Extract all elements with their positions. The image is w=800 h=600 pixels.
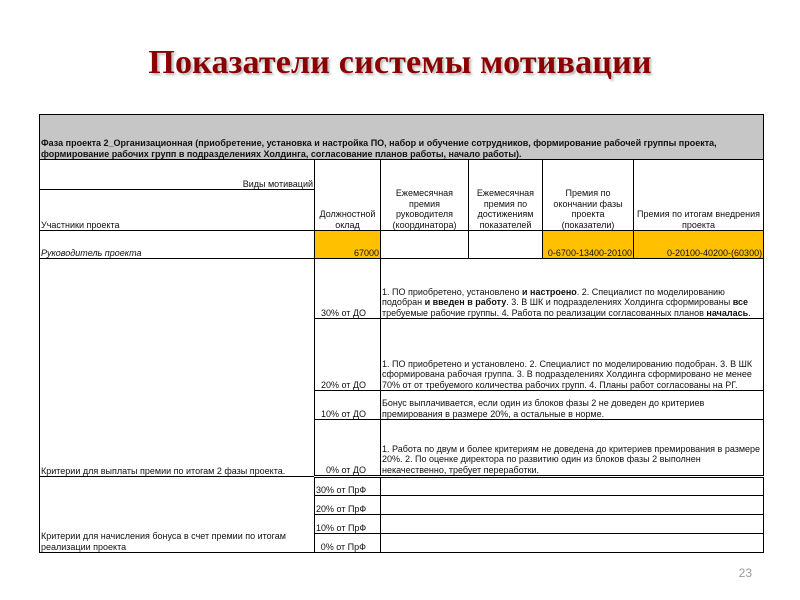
premium-criteria-row: [40, 259, 764, 319]
premium-criteria-pct: 0% от ДО: [315, 420, 381, 477]
leader-label: Руководитель проекта: [40, 231, 315, 259]
col-header-phase-end-bonus: Премия по окончании фазы проекта (показатели): [543, 160, 634, 231]
criteria-emphasis: и настроено: [521, 286, 577, 297]
criteria-text-segment: .: [748, 307, 751, 318]
premium-criteria-pct: 10% от ДО: [315, 391, 381, 420]
criteria-text-segment: . 3. В ШК и подразделениях Холдинга сформированы: [506, 297, 733, 307]
premium-criteria-text: [381, 420, 764, 477]
criteria-emphasis: все: [732, 297, 749, 307]
motivation-types-label: Виды мотиваций: [40, 160, 315, 190]
col-header-manager-bonus: Ежемесячная премия руководителя (координатора): [381, 160, 469, 231]
leader-phase-end-bonus: 0-6700-13400-20100: [543, 231, 634, 259]
phase-row: [40, 115, 764, 160]
premium-criteria-text: [381, 391, 764, 420]
bonus-criteria-pct: 0% от ПрФ: [315, 534, 381, 553]
bonus-criteria-text: [381, 496, 764, 515]
premium-criteria-text: [381, 259, 764, 319]
premium-criteria-text: [381, 319, 764, 391]
criteria-text-segment: 1. ПО приобретено и установлено. 2. Специалист по моделированию подобран. 3. В ШК сформирована рабочая группа. 3. В подразделениях Холдинга сформировано не менее 70% от от требуемого количества рабочих групп. 4. Планы работ согласованы на РГ.: [382, 358, 753, 390]
criteria-emphasis: и введен в работу: [424, 297, 507, 307]
phase-description: Фаза проекта 2_Организационная (приобретение, установка и настройка ПО, набор и обучение сотрудников, формирование рабочей группы проекта, формирование рабочих групп в подразделениях Холдинга, согласование планов работы, начало работы).: [40, 115, 764, 160]
premium-criteria-pct: 30% от ДО: [315, 259, 381, 319]
leader-row: [40, 231, 764, 259]
bonus-criteria-pct: 30% от ПрФ: [315, 477, 381, 496]
bonus-criteria-text: [381, 477, 764, 496]
slide-title: Показатели системы мотивации: [148, 44, 652, 81]
premium-criteria-label: Критерии для выплаты премии по итогам 2 фазы проекта.: [40, 259, 315, 477]
criteria-text-segment: Бонус выплачивается, если один из блоков фазы 2 не доведен до критериев премирования в размере 20%, а остальные в норме.: [382, 398, 705, 419]
participants-label: Участники проекта: [40, 190, 315, 231]
premium-criteria-pct: 20% от ДО: [315, 319, 381, 391]
leader-implementation-bonus: 0-20100-40200-(60300): [634, 231, 764, 259]
criteria-text-segment: . 2. Специалист по моделированию подобран: [382, 286, 725, 307]
criteria-text-segment: требуемые рабочие группы. 4. Работа по реализации согласованных планов: [382, 307, 707, 318]
header-row-top: [40, 160, 764, 190]
col-header-salary: Должностной оклад: [315, 160, 381, 231]
motivation-table: [39, 114, 764, 553]
bonus-criteria-text: [381, 534, 764, 553]
criteria-emphasis: началась: [706, 307, 749, 318]
leader-manager-bonus: [381, 231, 469, 259]
leader-salary: 67000: [315, 231, 381, 259]
bonus-criteria-row: [40, 477, 764, 496]
leader-achievement-bonus: [469, 231, 543, 259]
col-header-achievement-bonus: Ежемесячная премия по достижениям показателей: [469, 160, 543, 231]
criteria-text-segment: 1. Работа по двум и более критериям не доведена до критериев премирования в размере 20%. 2. По оценке директора по развитию один из блоков фазы 2 выполнен некачественно, требует переработки.: [382, 443, 761, 475]
criteria-text-segment: 1. ПО приобретено, установлено: [382, 286, 522, 297]
col-header-implementation-bonus: Премия по итогам внедрения проекта: [634, 160, 764, 231]
bonus-criteria-pct: 10% от ПрФ: [315, 515, 381, 534]
bonus-criteria-label: Критерии для начисления бонуса в счет премии по итогам реализации проекта: [40, 477, 315, 553]
slide-number: 23: [738, 566, 752, 580]
bonus-criteria-text: [381, 515, 764, 534]
bonus-criteria-pct: 20% от ПрФ: [315, 496, 381, 515]
